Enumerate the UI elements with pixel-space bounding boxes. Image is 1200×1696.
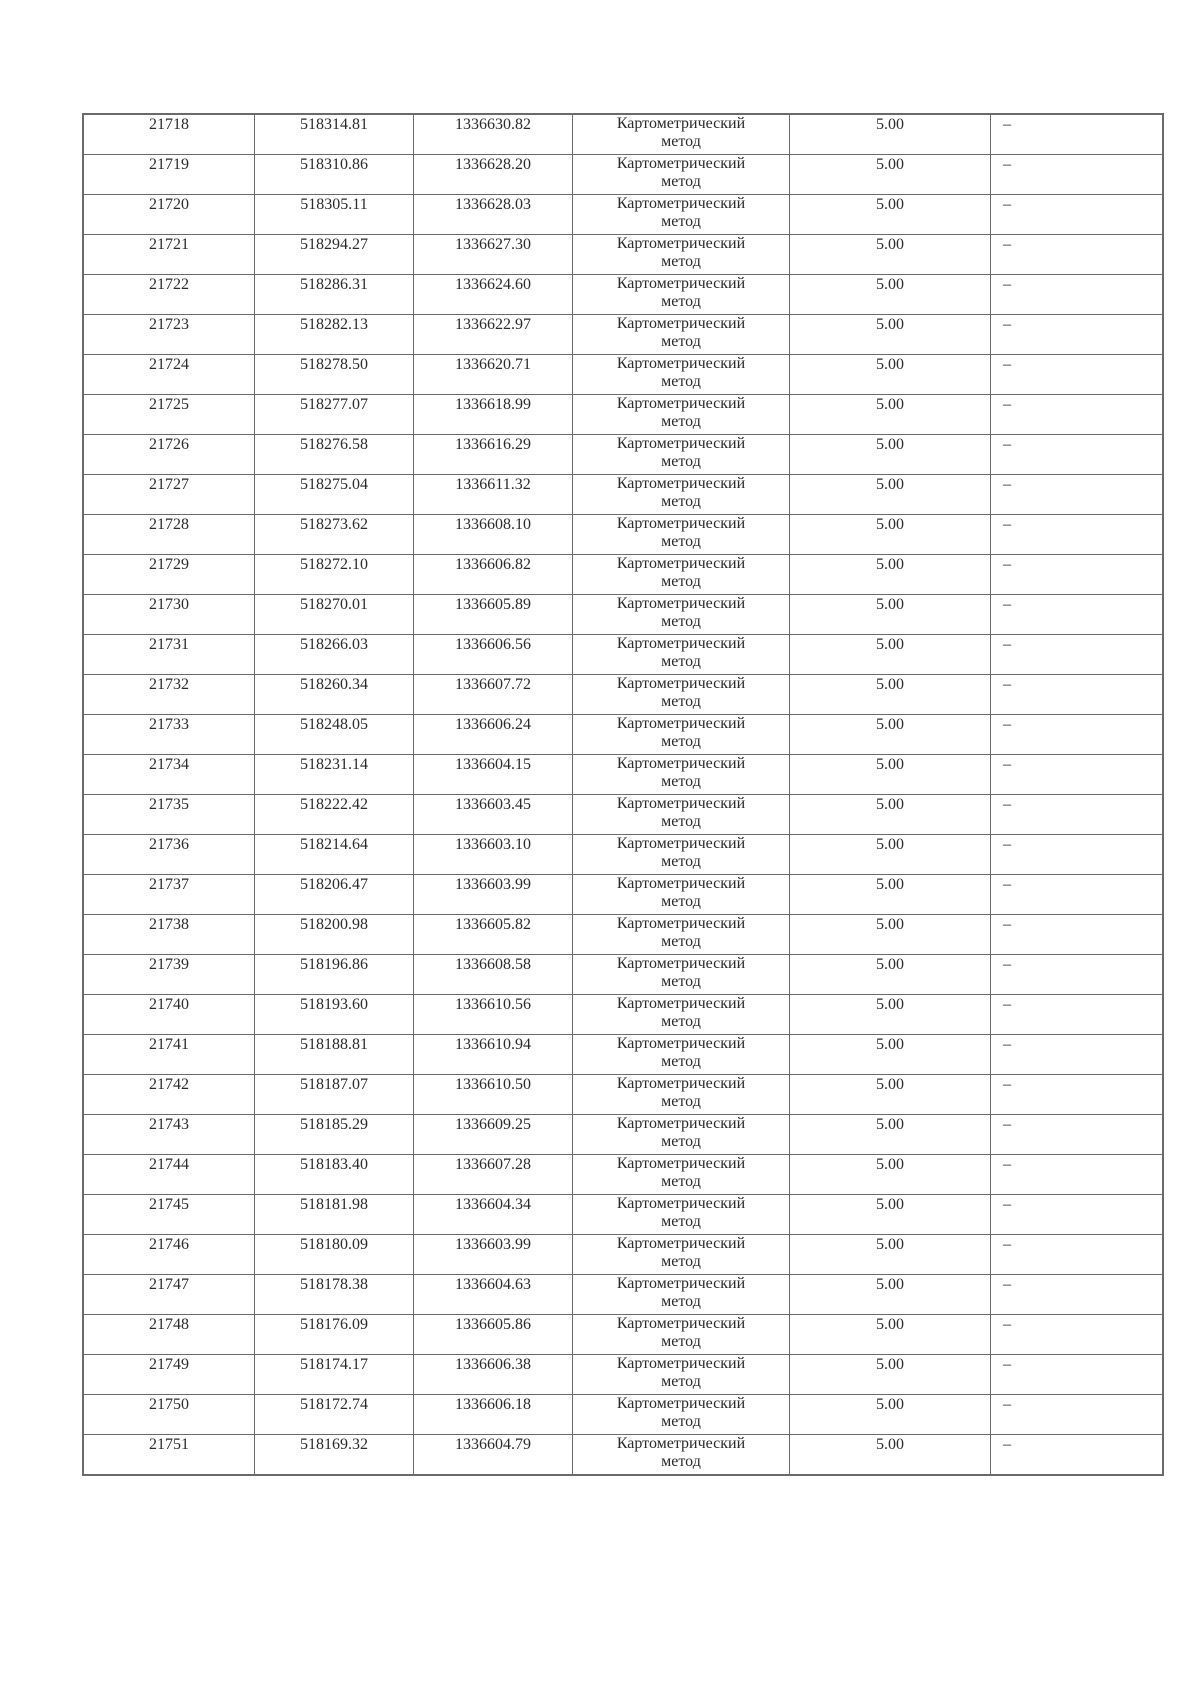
point-number-cell: 21728 — [83, 515, 255, 555]
method-text: Картометрический метод — [616, 235, 746, 270]
x-coordinate-cell: 518266.03 — [255, 635, 414, 675]
accuracy-cell: 5.00 — [790, 1275, 991, 1315]
x-coordinate-cell: 518180.09 — [255, 1235, 414, 1275]
x-coordinate-cell: 518222.42 — [255, 795, 414, 835]
table-row — [83, 395, 1163, 435]
accuracy-cell: 5.00 — [790, 475, 991, 515]
accuracy-cell: 5.00 — [790, 155, 991, 195]
x-coordinate-cell: 518185.29 — [255, 1115, 414, 1155]
x-coordinate-cell: 518294.27 — [255, 235, 414, 275]
table-row — [83, 795, 1163, 835]
x-coordinate-cell: 518172.74 — [255, 1395, 414, 1435]
method-text: Картометрический метод — [616, 275, 746, 310]
point-number-cell: 21726 — [83, 435, 255, 475]
description-cell: – — [991, 475, 1164, 515]
description-cell: – — [991, 955, 1164, 995]
x-coordinate-cell: 518214.64 — [255, 835, 414, 875]
point-number-cell: 21733 — [83, 715, 255, 755]
accuracy-cell: 5.00 — [790, 195, 991, 235]
y-coordinate-cell: 1336607.72 — [414, 675, 573, 715]
x-coordinate-cell: 518278.50 — [255, 355, 414, 395]
y-coordinate-cell: 1336627.30 — [414, 235, 573, 275]
table-row — [83, 1075, 1163, 1115]
table-row — [83, 555, 1163, 595]
table-row — [83, 475, 1163, 515]
method-text: Картометрический метод — [616, 155, 746, 190]
description-cell: – — [991, 595, 1164, 635]
point-number-cell: 21739 — [83, 955, 255, 995]
y-coordinate-cell: 1336628.03 — [414, 195, 573, 235]
table-row — [83, 955, 1163, 995]
method-cell — [573, 915, 790, 955]
method-cell — [573, 235, 790, 275]
accuracy-cell: 5.00 — [790, 955, 991, 995]
table-row — [83, 875, 1163, 915]
x-coordinate-cell: 518270.01 — [255, 595, 414, 635]
y-coordinate-cell: 1336624.60 — [414, 275, 573, 315]
accuracy-cell: 5.00 — [790, 1035, 991, 1075]
y-coordinate-cell: 1336605.89 — [414, 595, 573, 635]
x-coordinate-cell: 518282.13 — [255, 315, 414, 355]
point-number-cell: 21722 — [83, 275, 255, 315]
description-cell: – — [991, 555, 1164, 595]
y-coordinate-cell: 1336630.82 — [414, 114, 573, 155]
method-text: Картометрический метод — [616, 515, 746, 550]
y-coordinate-cell: 1336604.79 — [414, 1435, 573, 1476]
x-coordinate-cell: 518183.40 — [255, 1155, 414, 1195]
description-cell: – — [991, 755, 1164, 795]
description-cell: – — [991, 1275, 1164, 1315]
description-cell: – — [991, 275, 1164, 315]
accuracy-cell: 5.00 — [790, 675, 991, 715]
point-number-cell: 21724 — [83, 355, 255, 395]
method-cell — [573, 195, 790, 235]
accuracy-cell: 5.00 — [790, 355, 991, 395]
method-cell — [573, 955, 790, 995]
description-cell: – — [991, 1195, 1164, 1235]
y-coordinate-cell: 1336616.29 — [414, 435, 573, 475]
method-text: Картометрический метод — [616, 1395, 746, 1430]
table-row — [83, 915, 1163, 955]
description-cell: – — [991, 395, 1164, 435]
description-cell: – — [991, 1155, 1164, 1195]
table-row — [83, 1435, 1163, 1476]
description-cell: – — [991, 1435, 1164, 1476]
accuracy-cell: 5.00 — [790, 1315, 991, 1355]
accuracy-cell: 5.00 — [790, 395, 991, 435]
x-coordinate-cell: 518206.47 — [255, 875, 414, 915]
y-coordinate-cell: 1336610.94 — [414, 1035, 573, 1075]
y-coordinate-cell: 1336628.20 — [414, 155, 573, 195]
table-row — [83, 275, 1163, 315]
method-text: Картометрический метод — [616, 195, 746, 230]
point-number-cell: 21723 — [83, 315, 255, 355]
description-cell: – — [991, 635, 1164, 675]
x-coordinate-cell: 518314.81 — [255, 114, 414, 155]
y-coordinate-cell: 1336603.99 — [414, 875, 573, 915]
point-number-cell: 21743 — [83, 1115, 255, 1155]
point-number-cell: 21719 — [83, 155, 255, 195]
method-text: Картометрический метод — [616, 675, 746, 710]
table-row — [83, 315, 1163, 355]
point-number-cell: 21741 — [83, 1035, 255, 1075]
table-row — [83, 515, 1163, 555]
method-text: Картометрический метод — [616, 875, 746, 910]
point-number-cell: 21750 — [83, 1395, 255, 1435]
x-coordinate-cell: 518193.60 — [255, 995, 414, 1035]
method-text: Картометрический метод — [616, 1355, 746, 1390]
accuracy-cell: 5.00 — [790, 595, 991, 635]
x-coordinate-cell: 518260.34 — [255, 675, 414, 715]
method-text: Картометрический метод — [616, 1075, 746, 1110]
method-cell — [573, 114, 790, 155]
y-coordinate-cell: 1336607.28 — [414, 1155, 573, 1195]
description-cell: – — [991, 1235, 1164, 1275]
y-coordinate-cell: 1336604.63 — [414, 1275, 573, 1315]
accuracy-cell: 5.00 — [790, 1075, 991, 1115]
point-number-cell: 21740 — [83, 995, 255, 1035]
table-row — [83, 1115, 1163, 1155]
method-text: Картометрический метод — [616, 1035, 746, 1070]
description-cell: – — [991, 1315, 1164, 1355]
table-row — [83, 1195, 1163, 1235]
method-text: Картометрический метод — [616, 635, 746, 670]
method-text: Картометрический метод — [616, 315, 746, 350]
accuracy-cell: 5.00 — [790, 875, 991, 915]
method-cell — [573, 835, 790, 875]
y-coordinate-cell: 1336606.56 — [414, 635, 573, 675]
method-text: Картометрический метод — [616, 555, 746, 590]
method-text: Картометрический метод — [616, 755, 746, 790]
x-coordinate-cell: 518272.10 — [255, 555, 414, 595]
point-number-cell: 21744 — [83, 1155, 255, 1195]
method-text: Картометрический метод — [616, 1315, 746, 1350]
point-number-cell: 21738 — [83, 915, 255, 955]
table-row — [83, 355, 1163, 395]
description-cell: – — [991, 835, 1164, 875]
accuracy-cell: 5.00 — [790, 1195, 991, 1235]
accuracy-cell: 5.00 — [790, 835, 991, 875]
method-cell — [573, 1075, 790, 1115]
description-cell: – — [991, 315, 1164, 355]
y-coordinate-cell: 1336606.82 — [414, 555, 573, 595]
accuracy-cell: 5.00 — [790, 515, 991, 555]
method-text: Картометрический метод — [616, 795, 746, 830]
y-coordinate-cell: 1336606.24 — [414, 715, 573, 755]
method-text: Картометрический метод — [616, 915, 746, 950]
point-number-cell: 21748 — [83, 1315, 255, 1355]
point-number-cell: 21725 — [83, 395, 255, 435]
accuracy-cell: 5.00 — [790, 1115, 991, 1155]
method-text: Картометрический метод — [616, 955, 746, 990]
y-coordinate-cell: 1336611.32 — [414, 475, 573, 515]
description-cell: – — [991, 875, 1164, 915]
point-number-cell: 21720 — [83, 195, 255, 235]
method-cell — [573, 595, 790, 635]
point-number-cell: 21721 — [83, 235, 255, 275]
method-cell — [573, 355, 790, 395]
description-cell: – — [991, 1035, 1164, 1075]
method-cell — [573, 395, 790, 435]
accuracy-cell: 5.00 — [790, 1395, 991, 1435]
method-cell — [573, 1395, 790, 1435]
table-row — [83, 715, 1163, 755]
accuracy-cell: 5.00 — [790, 635, 991, 675]
description-cell: – — [991, 995, 1164, 1035]
method-cell — [573, 1355, 790, 1395]
table-row — [83, 755, 1163, 795]
method-cell — [573, 715, 790, 755]
y-coordinate-cell: 1336608.58 — [414, 955, 573, 995]
accuracy-cell: 5.00 — [790, 715, 991, 755]
table-row — [83, 435, 1163, 475]
method-cell — [573, 1035, 790, 1075]
table-row — [83, 235, 1163, 275]
x-coordinate-cell: 518276.58 — [255, 435, 414, 475]
x-coordinate-cell: 518275.04 — [255, 475, 414, 515]
description-cell: – — [991, 795, 1164, 835]
y-coordinate-cell: 1336603.45 — [414, 795, 573, 835]
y-coordinate-cell: 1336604.15 — [414, 755, 573, 795]
y-coordinate-cell: 1336608.10 — [414, 515, 573, 555]
method-cell — [573, 275, 790, 315]
x-coordinate-cell: 518273.62 — [255, 515, 414, 555]
x-coordinate-cell: 518169.32 — [255, 1435, 414, 1476]
y-coordinate-cell: 1336605.82 — [414, 915, 573, 955]
description-cell: – — [991, 1355, 1164, 1395]
x-coordinate-cell: 518200.98 — [255, 915, 414, 955]
point-number-cell: 21730 — [83, 595, 255, 635]
accuracy-cell: 5.00 — [790, 235, 991, 275]
x-coordinate-cell: 518310.86 — [255, 155, 414, 195]
method-text: Картометрический метод — [616, 1195, 746, 1230]
method-cell — [573, 755, 790, 795]
table-row — [83, 1275, 1163, 1315]
point-number-cell: 21718 — [83, 114, 255, 155]
method-text: Картометрический метод — [616, 115, 746, 150]
accuracy-cell: 5.00 — [790, 995, 991, 1035]
table-row — [83, 595, 1163, 635]
table-row — [83, 155, 1163, 195]
method-text: Картометрический метод — [616, 395, 746, 430]
table-row — [83, 635, 1163, 675]
accuracy-cell: 5.00 — [790, 1435, 991, 1476]
method-cell — [573, 1435, 790, 1476]
description-cell: – — [991, 1075, 1164, 1115]
method-cell — [573, 475, 790, 515]
y-coordinate-cell: 1336610.56 — [414, 995, 573, 1035]
method-text: Картометрический метод — [616, 835, 746, 870]
table-row — [83, 1155, 1163, 1195]
x-coordinate-cell: 518277.07 — [255, 395, 414, 435]
description-cell: – — [991, 195, 1164, 235]
method-text: Картометрический метод — [616, 355, 746, 390]
method-cell — [573, 795, 790, 835]
x-coordinate-cell: 518176.09 — [255, 1315, 414, 1355]
y-coordinate-cell: 1336603.99 — [414, 1235, 573, 1275]
method-cell — [573, 1235, 790, 1275]
method-cell — [573, 435, 790, 475]
coordinates-table — [82, 113, 1164, 1476]
point-number-cell: 21735 — [83, 795, 255, 835]
y-coordinate-cell: 1336622.97 — [414, 315, 573, 355]
method-cell — [573, 1155, 790, 1195]
method-cell — [573, 995, 790, 1035]
description-cell: – — [991, 155, 1164, 195]
accuracy-cell: 5.00 — [790, 755, 991, 795]
y-coordinate-cell: 1336606.18 — [414, 1395, 573, 1435]
point-number-cell: 21732 — [83, 675, 255, 715]
table-row — [83, 1395, 1163, 1435]
table-row — [83, 1235, 1163, 1275]
method-cell — [573, 1195, 790, 1235]
x-coordinate-cell: 518248.05 — [255, 715, 414, 755]
x-coordinate-cell: 518178.38 — [255, 1275, 414, 1315]
point-number-cell: 21746 — [83, 1235, 255, 1275]
method-cell — [573, 1115, 790, 1155]
method-cell — [573, 155, 790, 195]
point-number-cell: 21747 — [83, 1275, 255, 1315]
description-cell: – — [991, 675, 1164, 715]
accuracy-cell: 5.00 — [790, 915, 991, 955]
x-coordinate-cell: 518231.14 — [255, 755, 414, 795]
accuracy-cell: 5.00 — [790, 1155, 991, 1195]
point-number-cell: 21734 — [83, 755, 255, 795]
method-cell — [573, 635, 790, 675]
method-text: Картометрический метод — [616, 715, 746, 750]
y-coordinate-cell: 1336604.34 — [414, 1195, 573, 1235]
point-number-cell: 21745 — [83, 1195, 255, 1235]
coordinates-table-body — [83, 114, 1163, 1475]
table-row — [83, 195, 1163, 235]
y-coordinate-cell: 1336605.86 — [414, 1315, 573, 1355]
description-cell: – — [991, 715, 1164, 755]
point-number-cell: 21742 — [83, 1075, 255, 1115]
description-cell: – — [991, 1395, 1164, 1435]
method-text: Картометрический метод — [616, 595, 746, 630]
point-number-cell: 21751 — [83, 1435, 255, 1476]
accuracy-cell: 5.00 — [790, 795, 991, 835]
point-number-cell: 21736 — [83, 835, 255, 875]
method-cell — [573, 1275, 790, 1315]
point-number-cell: 21727 — [83, 475, 255, 515]
method-text: Картометрический метод — [616, 1235, 746, 1270]
method-text: Картометрический метод — [616, 475, 746, 510]
point-number-cell: 21731 — [83, 635, 255, 675]
y-coordinate-cell: 1336620.71 — [414, 355, 573, 395]
description-cell: – — [991, 435, 1164, 475]
point-number-cell: 21729 — [83, 555, 255, 595]
x-coordinate-cell: 518181.98 — [255, 1195, 414, 1235]
method-cell — [573, 1315, 790, 1355]
method-cell — [573, 555, 790, 595]
accuracy-cell: 5.00 — [790, 275, 991, 315]
description-cell: – — [991, 915, 1164, 955]
method-text: Картометрический метод — [616, 1155, 746, 1190]
accuracy-cell: 5.00 — [790, 315, 991, 355]
point-number-cell: 21737 — [83, 875, 255, 915]
x-coordinate-cell: 518187.07 — [255, 1075, 414, 1115]
description-cell: – — [991, 1115, 1164, 1155]
description-cell: – — [991, 515, 1164, 555]
x-coordinate-cell: 518188.81 — [255, 1035, 414, 1075]
y-coordinate-cell: 1336609.25 — [414, 1115, 573, 1155]
description-cell: – — [991, 235, 1164, 275]
y-coordinate-cell: 1336610.50 — [414, 1075, 573, 1115]
x-coordinate-cell: 518196.86 — [255, 955, 414, 995]
method-text: Картометрический метод — [616, 1275, 746, 1310]
method-text: Картометрический метод — [616, 1435, 746, 1470]
accuracy-cell: 5.00 — [790, 1235, 991, 1275]
table-row — [83, 995, 1163, 1035]
x-coordinate-cell: 518305.11 — [255, 195, 414, 235]
method-cell — [573, 675, 790, 715]
y-coordinate-cell: 1336606.38 — [414, 1355, 573, 1395]
x-coordinate-cell: 518286.31 — [255, 275, 414, 315]
method-text: Картометрический метод — [616, 435, 746, 470]
table-row — [83, 114, 1163, 155]
description-cell: – — [991, 355, 1164, 395]
description-cell: – — [991, 114, 1164, 155]
table-row — [83, 835, 1163, 875]
table-row — [83, 1315, 1163, 1355]
accuracy-cell: 5.00 — [790, 1355, 991, 1395]
method-cell — [573, 515, 790, 555]
table-row — [83, 1355, 1163, 1395]
y-coordinate-cell: 1336603.10 — [414, 835, 573, 875]
method-cell — [573, 875, 790, 915]
y-coordinate-cell: 1336618.99 — [414, 395, 573, 435]
x-coordinate-cell: 518174.17 — [255, 1355, 414, 1395]
table-row — [83, 1035, 1163, 1075]
accuracy-cell: 5.00 — [790, 435, 991, 475]
table-row — [83, 675, 1163, 715]
method-cell — [573, 315, 790, 355]
point-number-cell: 21749 — [83, 1355, 255, 1395]
accuracy-cell: 5.00 — [790, 555, 991, 595]
method-text: Картометрический метод — [616, 1115, 746, 1150]
method-text: Картометрический метод — [616, 995, 746, 1030]
accuracy-cell: 5.00 — [790, 114, 991, 155]
